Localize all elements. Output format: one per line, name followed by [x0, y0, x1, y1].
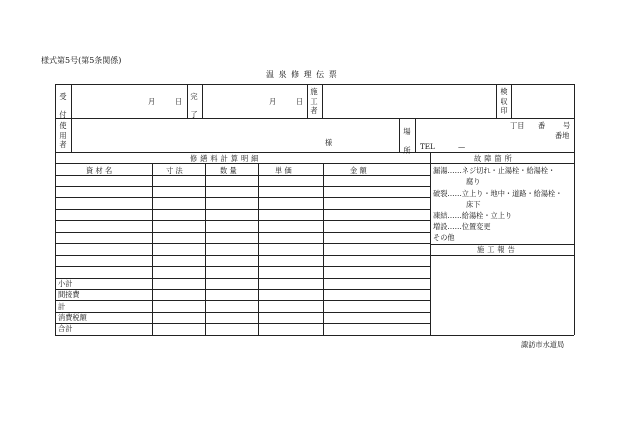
issuer: 諏訪市水道局 [521, 340, 565, 349]
contractor-label: 施工者 [310, 87, 318, 115]
complete-month: 月 [269, 97, 277, 106]
address-ban: 番 [538, 121, 546, 130]
form-title: 温 泉 修 理 伝 票 [266, 70, 338, 79]
work-report-title: 施工報告 [477, 245, 518, 254]
repair-table-title: 修繕料計算明細 [190, 154, 262, 163]
fault-line: その他 [433, 233, 455, 242]
address-chome: 丁目 [510, 121, 525, 130]
summary-grand-total: 合計 [58, 324, 73, 333]
fault-line: 床下 [466, 200, 481, 209]
place-label: 場所 [403, 127, 411, 155]
column-material: 資 材 名 [86, 166, 113, 175]
fault-line: 腐り [466, 177, 481, 186]
tel-value: — [458, 142, 466, 151]
column-size: 寸 法 [166, 166, 183, 175]
summary-indirect: 間接費 [58, 290, 80, 299]
complete-day: 日 [296, 97, 304, 106]
fault-line: 増設……位置変更 [433, 222, 491, 231]
column-amount: 金 額 [350, 166, 367, 175]
receipt-month: 月 [148, 97, 156, 106]
user-honorific: 様 [325, 138, 333, 147]
column-unit-price: 単 価 [275, 166, 292, 175]
fault-line: 凍結……給湯栓・立上り [433, 211, 513, 220]
summary-subtotal: 小計 [58, 279, 73, 288]
address-go: 号 [563, 121, 571, 130]
complete-label: 完了 [190, 92, 198, 119]
receipt-day: 日 [175, 97, 183, 106]
fault-line: 漏湯……ネジ切れ・止湯栓・給湯栓・ [433, 166, 556, 175]
summary-total: 計 [58, 302, 66, 311]
inspection-label: 検収印 [500, 87, 508, 115]
receipt-label: 受付 [59, 92, 67, 119]
column-quantity: 数 量 [220, 166, 237, 175]
tel-label: TEL [420, 142, 435, 151]
form-number: 様式第5号(第5条関係) [41, 56, 122, 65]
fault-title: 故障箇所 [474, 154, 515, 163]
fault-line: 破裂……立上り・地中・道路・給湯栓・ [433, 189, 563, 198]
user-label: 使用者 [59, 121, 67, 149]
address-banchi: 番地 [555, 131, 570, 140]
summary-tax: 消費税額 [58, 313, 87, 322]
